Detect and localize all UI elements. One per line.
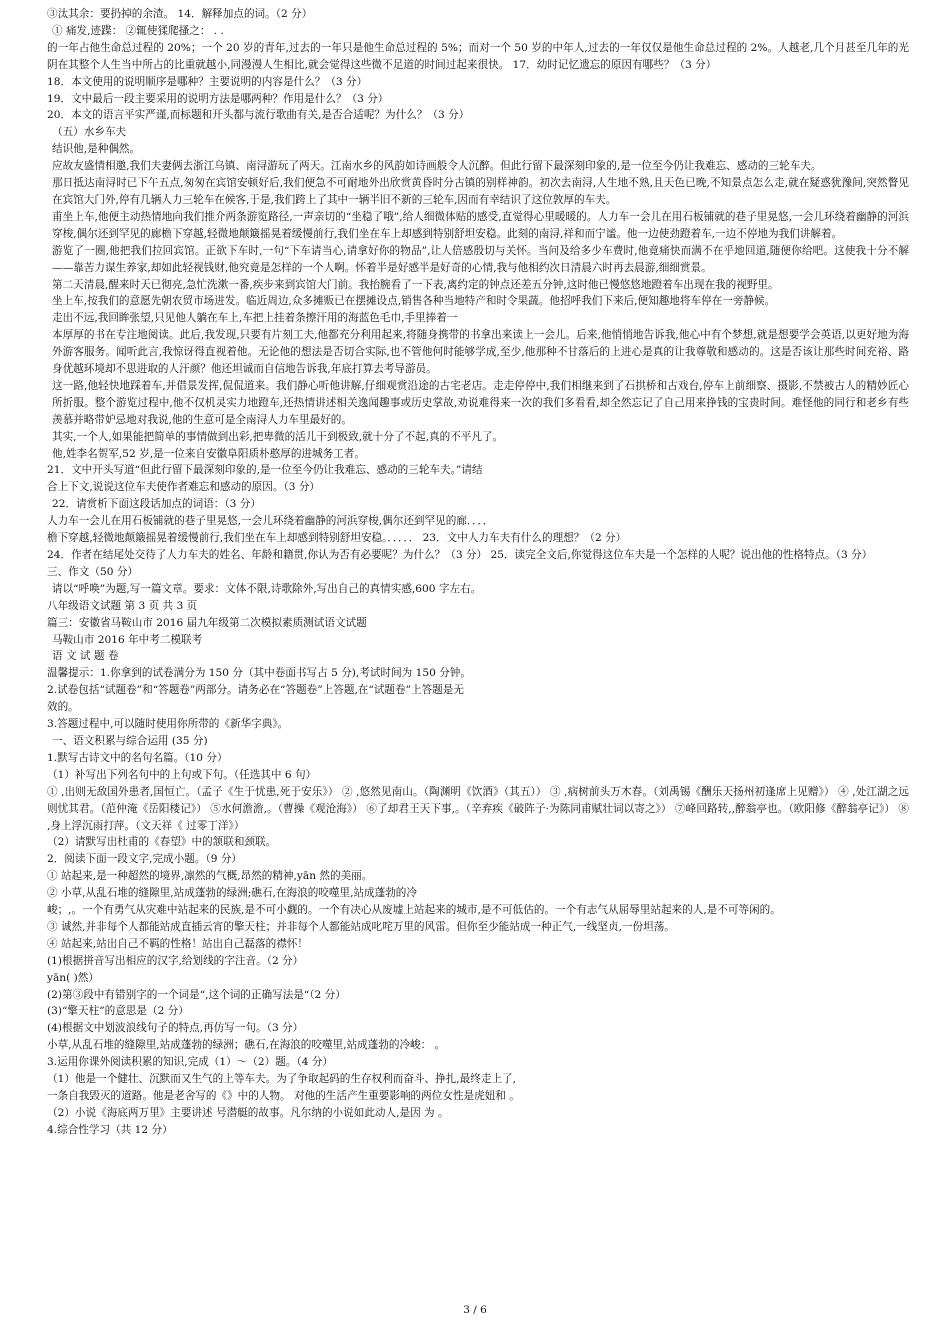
text-line: ④ 站起来,站出自己不羁的性格！站出自己磊落的襟怀！ [47, 937, 308, 950]
text-line: 的一年占他生命总过程的 20%；一个 20 岁的青年,过去的一年只是他生命总过程的 5%；而对一个 50 岁的中年人,过去的一年仅仅是他生命总过程的 2%。人越老,几个月甚至几年的光阴在其整个人生当中所占的比重就越小,同漫漫人生相比,就会觉得这些微不足道的时间过起来很快。 17．幼时记忆遗忘的原因有哪些？（3 分） [47, 41, 909, 71]
text-line: (1)根据拼音写出相应的汉字,给划线的字注音。（2 分） [47, 954, 304, 967]
text-line: 走出不远,我回眸张望,只见他人躺在车上,车把上挂着条擦汗用的海蓝色毛巾,手里捧着一 [52, 312, 458, 325]
text-line: 游览了一圈,他把我们拉回宾馆。正欲下车时,一句“下车请当心,请拿好你的物品”,让人倍感殷切与关怀。当问及给多少车费时,他竟痛快而满不在乎地回道,随便你给吧。这使我十分不解——靠苦力谋生养家,却如此轻视钱财,他究竟是怎样的一个人啊。怀着半是好感半是好奇的心情,我与他相约次日清晨六时再去晨游,细细赏景。 [52, 244, 909, 274]
text-line: （2）小说《海底两万里》主要讲述 号潜艇的故事。凡尔纳的小说如此动人,是因 为 。 [47, 1106, 449, 1119]
text-line: 小草,从乱石堆的缝隙里,站成蓬勃的绿洲；礁石,在海浪的咬噬里,站成蓬勃的冷峻： 。 [47, 1039, 446, 1052]
text-line: 合上下文,说说这位车夫使作者难忘和感动的原因。（3 分） [47, 481, 321, 494]
text-line: 本厚厚的书在专注地阅读。此后,我发现,只要有片刻工夫,他都充分利用起来,将随身携带的书拿出来读上一会儿。后来,他悄悄地告诉我,他心中有个梦想,就是想要学会英语,以更好地为海外游客服务。闻听此言,我惊讶得直视着他。无论他的想法是否切合实际,也不管他何时能够学成,至少,他那种不甘落后的上进心是真的让我尊敬和感动的。这是否该让那些时间充裕、路身优越环境却不思进取的人汗颜？他还坦诚而自信地告诉我,年底打算去考导游员。 [52, 329, 909, 376]
text-line: 结识他,是种偶然。 [52, 143, 141, 156]
text-line: 语 文 试 题 卷 [52, 650, 119, 663]
text-line: 20．本文的语言平实严谨,而标题和开头都与流行歌曲有关,是否合适呢？为什么？（3 分） [47, 109, 470, 122]
text-line: 2．阅读下面一段文字,完成小题。（9 分） [47, 853, 243, 866]
text-line: （2）请默写出杜甫的《春望》中的颔联和颈联。 [47, 836, 277, 849]
text-line: 篇三：安徽省马鞍山市 2016 届九年级第二次模拟素质测试语文试题 [47, 616, 367, 629]
text-line: (4)根据文中划波浪线句子的特点,再仿写一句。（3 分） [47, 1022, 304, 1035]
text-line: （1）他是一个健壮、沉默而又生气的上等车夫。为了争取起码的生存权利而奋斗、挣扎,最终走上了, [47, 1073, 517, 1086]
text-line: yān( )然） [47, 971, 99, 984]
text-line: 那日抵达南浔时已下午五点,匆匆在宾馆安顿好后,我们便急不可耐地外出欣赏黄昏时分古镇的别样神韵。初次去南浔,人生地不熟,且天色已晚,不知景点怎么走,就在疑惑犹豫间,突然瞥见在宾馆大门外,停有几辆人力三轮车在候客,于是,我们跨上了其中一辆半旧不新的三轮车,因而有幸结识了这位敦厚的车夫。 [52, 177, 909, 206]
text-line: 一、语文积累与综合运用 (35 分) [52, 734, 208, 747]
page-number: 3 / 6 [463, 1304, 487, 1316]
text-line: 请以“呼唤”为题,写一篇文章。要求：文体不限,诗歌除外,写出自己的真情实感,600 字左右。 [52, 582, 482, 595]
text-line: 19．文中最后一段主要采用的说明方法是哪两种？作用是什么？（3 分） [47, 92, 389, 105]
text-line: ① ,出则无敌国外患者,国恒亡。（孟子《生于忧患,死于安乐》） ② ,悠然见南山。（陶渊明《饮酒》（其五）） ③ ,病树前头万木春。（刘禹锡《酬乐天扬州初逢席上见赠》） ④ ,处江湖之远则忧其君。（范仲淹《岳阳楼记》） ⑤水何澹澹,。（曹操《观沧海》） ⑥了却君王天下事,。（辛弃疾《破阵子·为陈同甫赋壮词以寄之》） ⑦峰回路转,,醉翁亭也。（欧阳修《醉翁亭记》） ⑧ ,身上浮沉雨打萍。（文天祥《 过零丁洋》） [47, 785, 909, 832]
text-line: 22．请赏析下面这段话加点的词语：（3 分） [52, 498, 261, 511]
text-line: 八年级语文试题 第 3 页 共 3 页 [47, 599, 198, 612]
text-line: 檐下穿越,轻微地颠簸摇晃着缓慢前行,我们坐在车上却感到特别舒坦安稳。．．．．． 23．文中人力车夫有什么的理想？（2 分） [47, 532, 627, 545]
document-body [47, 6, 909, 1139]
text-line: 应故友盛情相邀,我们夫妻俩去浙江乌镇、南浔游玩了两天。江南水乡的风韵如诗画般令人沉醉。但此行留下最深刻印象的,是一位至今仍让我难忘、感动的三轮车夫。 [52, 160, 822, 173]
text-line: 这一路,他轻快地踩着车,并借景发挥,侃侃道来。我们静心听他讲解,仔细观赏沿途的古宅老店。走走停停中,我们相继来到了石拱桥和古戏台,停车上前细察、摄影,不禁被古人的精妙匠心所折服。整个游览过程中,他不仅机灵实力地蹬车,还热情讲述相关逸闻趣事或历史掌故,劝说难得来一次的我们多看看,却全然忘记了自己用来挣钱的宝贵时间。难怪他的同行和老乡有些羡慕并略带妒忌地对我说,他的生意可是全南浔人力车里最好的。 [52, 379, 909, 426]
text-line: 坐上车,按我们的意愿先朝农贸市场进发。临近周边,众多摊贩已在摆摊设点,销售各种当地特产和时令果蔬。他招呼我们下来后,便知趣地将车停在一旁静候。 [52, 295, 776, 308]
text-line: 18．本文使用的说明顺序是哪种？主要说明的内容是什么？（3 分） [47, 75, 368, 88]
text-line: ① 站起来,是一种超然的境界,凛然的气概,昂然的精神,yān 然的美丽。 [47, 870, 373, 883]
text-line: ① 痛发,迹蹀： ②辄使猱爬搔之： . . [52, 24, 224, 37]
text-line: 1.默写古诗文中的名句名篇。（10 分） [47, 751, 228, 764]
text-line: （1）补写出下列名句中的上句或下句。（任选其中 6 句） [47, 768, 317, 781]
text-line: 第二天清晨,醒来时天已彻亮,急忙洗漱一番,疾步来到宾馆大门前。我抬腕看了一下表,离约定的钟点还差五分钟,这时他已慢悠悠地蹬着车出现在我的视野里。 [52, 278, 779, 291]
text-line: 效的。 [47, 701, 79, 714]
text-line: 甫坐上车,他便主动热情地向我们推介两条游览路径,一声亲切的“坐稳了哦”,给人细微体贴的感受,直觉得心里暖暖的。人力车一会儿在用石板铺就的巷子里晃悠,一会儿环绕着幽静的河浜穿梭,偶尔还到罕见的廊檐下穿越,轻微地颠簸摇晃着缓慢前行,我们坐在车上却感到特别舒坦安稳。此刻的南浔,祥和而宁谧。他一边使劲蹬着车,一边不停地为我们讲解着。 [52, 210, 909, 240]
text-line: (2)第③段中有错别字的一个词是“,这个词的正确写法是“（2 分） [47, 988, 346, 1001]
text-line: 三、作文（50 分） [47, 565, 139, 578]
text-line: 他,姓李名贺军,52 岁,是一位来自安徽阜阳质朴憨厚的进城务工者。 [52, 447, 365, 460]
text-line: 马鞍山市 2016 年中考二模联考 [52, 633, 203, 646]
text-line: 温馨提示：1.你拿到的试卷满分为 150 分（其中卷面书写占 5 分),考试时间为 150 分钟。 [47, 667, 471, 680]
text-line: ② 小草,从乱石堆的缝隙里,站成蓬勃的绿洲;礁石,在海浪的咬噬里,站成蓬勃的冷 [47, 887, 417, 900]
text-line: 3.答题过程中,可以随时使用你所带的《新华字典》。 [47, 718, 289, 731]
text-line: ③ 诚然,并非每个人都能站成直插云宵的擎天柱；并非每个人都能站成叱咤万里的风雷。但你至少能站成一种正气,一线坚贞,一份坦荡。 [47, 920, 675, 933]
text-line: 一条自我毁灭的道路。他是老舍写的《》中的人物。 对他的生活产生重要影响的两位女性是虎妞和 。 [47, 1090, 520, 1102]
text-line: 人力车一会儿在用石板铺就的巷子里晃悠,一会儿环绕着幽静的河浜穿梭,偶尔还到罕见的廊．．．． [47, 515, 494, 528]
text-line: 其实,一个人,如果能把简单的事情做到出彩,把卑微的活儿干到极致,就十分了不起,真的不平凡了。 [52, 430, 504, 443]
text-line: (3)“擎天柱”的意思是（2 分） [47, 1005, 189, 1018]
text-line: 3.运用你课外阅读积累的知识,完成（1）～（2）题。（4 分） [47, 1056, 334, 1069]
text-line: ③汰其余：要扔掉的余渣。 14．解释加点的词。（2 分） [47, 8, 313, 20]
text-line: 峻；,。一个有勇气从灾难中站起来的民族,是不可小觑的。一个有决心从废墟上站起来的城市,是不可低估的。一个有志气从屈辱里站起来的人,是不可等闲的。 [47, 904, 781, 917]
text-line: 4.综合性学习（共 12 分） [47, 1123, 173, 1136]
text-line: （五）水乡车夫 [52, 126, 127, 139]
text-line: 21．文中开头写道“但此行留下最深刻印象的,是一位至今仍让我难忘、感动的三轮车夫。”请结 [47, 464, 483, 477]
text-line: 2.试卷包括“试题卷”和“答题卷”两部分。请务必在“答题卷”上答题,在“试题卷”上答题是无 [47, 684, 464, 697]
text-line: 24．作者在结尾处交待了人力车夫的姓名、年龄和籍贯,你认为否有必要呢？为什么？（3 分） 25．读完全文后,你觉得这位车夫是一个怎样的人呢？说出他的性格特点。（3 分） [47, 549, 873, 561]
